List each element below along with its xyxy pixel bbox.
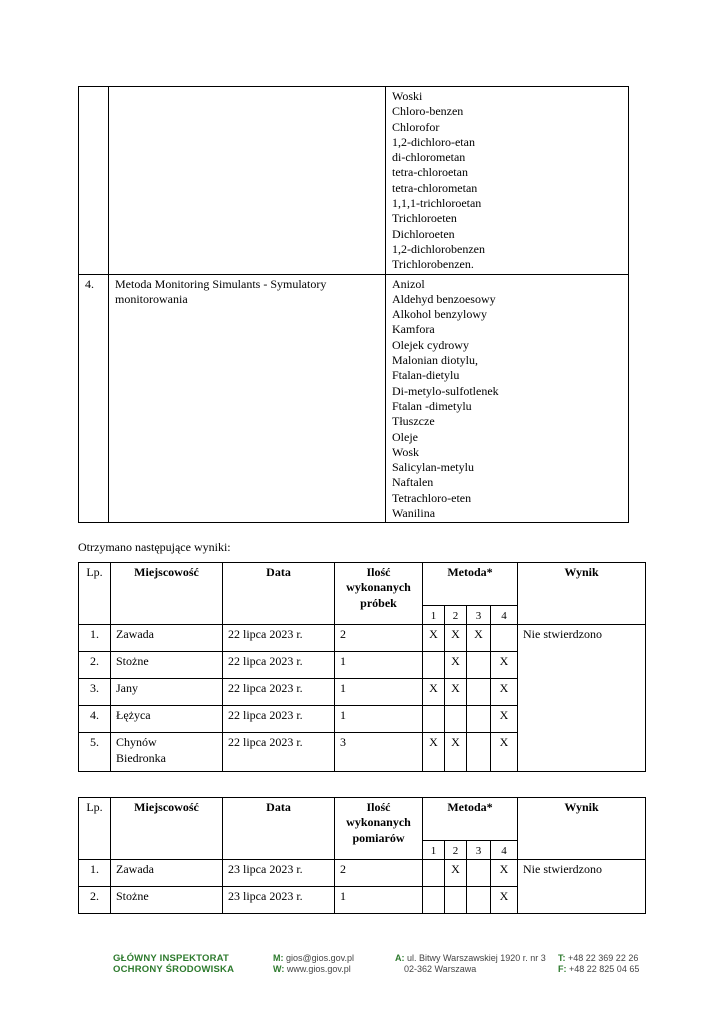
header-place: Miejscowość <box>111 563 223 625</box>
result-cell: Nie stwierdzono <box>518 625 646 772</box>
substances-cell <box>386 87 629 275</box>
count-cell: 1 <box>335 887 423 914</box>
method-1-cell <box>423 887 445 914</box>
substance-item: Naftalen <box>392 475 434 490</box>
count-cell: 1 <box>335 652 423 679</box>
place-cell: Stożne <box>111 652 223 679</box>
method-1-cell <box>423 860 445 887</box>
substance-item: tetra-chloroetan <box>392 165 468 180</box>
phone-label: T: <box>558 953 566 963</box>
method-cell: Metoda Monitoring Simulants - Symulatory monitorowania <box>109 274 386 523</box>
method-4-cell: X <box>491 887 518 914</box>
substance-item: Trichlorobenzen. <box>392 257 474 272</box>
substance-item: Kamfora <box>392 322 435 337</box>
substance-item: 1,1,1-trichloroetan <box>392 196 482 211</box>
address-line-2: 02-362 Warszawa <box>404 964 477 974</box>
header-result: Wynik <box>518 798 646 860</box>
fax-number: +48 22 825 04 65 <box>569 964 640 974</box>
place-cell: Stożne <box>111 887 223 914</box>
substance-item: Malonian diotylu, <box>392 353 478 368</box>
org-name-line-2: OCHRONY ŚRODOWISKA <box>113 964 235 975</box>
method-2-cell: X <box>445 733 467 772</box>
address-label: A: <box>395 953 405 963</box>
method-4-cell: X <box>491 706 518 733</box>
lp-cell: 1. <box>79 625 111 652</box>
substance-item: Woski <box>392 89 423 103</box>
method-3-cell <box>467 706 491 733</box>
header-place: Miejscowość <box>111 798 223 860</box>
place-cell: Zawada <box>111 625 223 652</box>
org-name-line-1: GŁÓWNY INSPEKTORAT <box>113 953 230 964</box>
substance-item: Trichloroeten <box>392 211 457 226</box>
count-cell: 2 <box>335 860 423 887</box>
header-method-1: 1 <box>423 606 445 625</box>
substance-item: Oleje <box>392 429 418 444</box>
lp-cell: 1. <box>79 860 111 887</box>
substance-item: Ftalan -dimetylu <box>392 398 472 413</box>
substance-item: Aldehyd benzoesowy <box>392 291 496 306</box>
header-lp: Lp. <box>79 798 111 860</box>
result-cell: Nie stwierdzono <box>518 860 646 914</box>
substance-item: Anizol <box>392 276 425 291</box>
method-2-cell <box>445 706 467 733</box>
email-label: M: <box>273 953 284 963</box>
count-cell: 1 <box>335 706 423 733</box>
results-table-measurements <box>78 797 646 914</box>
contact-phone <box>558 953 639 975</box>
substance-item: Tłuszcze <box>392 414 435 429</box>
results-table-samples <box>78 562 646 772</box>
date-cell: 23 lipca 2023 r. <box>223 860 335 887</box>
substance-item: Dichloroeten <box>392 226 455 241</box>
substance-item: Tetrachloro-eten <box>392 490 472 505</box>
method-1-cell: X <box>423 733 445 772</box>
method-cell <box>109 87 386 275</box>
place-cell: Chynów Biedronka <box>111 733 223 772</box>
substance-item: Wosk <box>392 444 420 459</box>
method-4-cell <box>491 625 518 652</box>
date-cell: 22 lipca 2023 r. <box>223 733 335 772</box>
lp-cell: 4. <box>79 274 109 523</box>
header-method-4: 4 <box>491 606 518 625</box>
date-cell: 23 lipca 2023 r. <box>223 887 335 914</box>
header-row <box>79 563 646 606</box>
method-4-cell: X <box>491 733 518 772</box>
date-cell: 22 lipca 2023 r. <box>223 679 335 706</box>
contact-online <box>273 953 354 975</box>
method-4-cell: X <box>491 860 518 887</box>
header-count: Ilość wykonanych pomiarów <box>335 798 423 860</box>
date-cell: 22 lipca 2023 r. <box>223 652 335 679</box>
header-method-2: 2 <box>445 606 467 625</box>
substance-item: di-chlorometan <box>392 150 466 165</box>
count-cell: 2 <box>335 625 423 652</box>
method-2-cell <box>445 887 467 914</box>
method-4-cell: X <box>491 652 518 679</box>
header-method-2: 2 <box>445 841 467 860</box>
method-3-cell <box>467 733 491 772</box>
date-cell: 22 lipca 2023 r. <box>223 706 335 733</box>
substance-item: Chloro-benzen <box>392 104 464 119</box>
lp-cell: 2. <box>79 652 111 679</box>
substance-item: Salicylan-metylu <box>392 460 474 475</box>
place-cell: Łężyca <box>111 706 223 733</box>
substance-item: Olejek cydrowy <box>392 337 469 352</box>
website-link[interactable]: www.gios.gov.pl <box>286 964 351 974</box>
substance-item: tetra-chlorometan <box>392 180 478 195</box>
header-lp: Lp. <box>79 563 111 625</box>
method-4-cell: X <box>491 679 518 706</box>
header-method-1: 1 <box>423 841 445 860</box>
substances-table <box>78 86 629 523</box>
substance-item: Ftalan-dietylu <box>392 368 460 383</box>
method-2-cell: X <box>445 860 467 887</box>
header-date: Data <box>223 798 335 860</box>
method-3-cell <box>467 679 491 706</box>
header-method-4: 4 <box>491 841 518 860</box>
lp-cell: 3. <box>79 679 111 706</box>
date-cell: 22 lipca 2023 r. <box>223 625 335 652</box>
lp-cell: 5. <box>79 733 111 772</box>
contact-address <box>395 953 546 975</box>
method-3-cell <box>467 860 491 887</box>
place-cell: Zawada <box>111 860 223 887</box>
method-3-cell: X <box>467 625 491 652</box>
method-1-cell: X <box>423 625 445 652</box>
lp-cell: 2. <box>79 887 111 914</box>
method-2-cell: X <box>445 679 467 706</box>
method-3-cell <box>467 887 491 914</box>
place-cell: Jany <box>111 679 223 706</box>
method-3-cell <box>467 652 491 679</box>
header-row <box>79 798 646 841</box>
substance-item: 1,2-dichloro-etan <box>392 134 475 149</box>
method-2-cell: X <box>445 625 467 652</box>
substance-item: Chlorofor <box>392 119 440 134</box>
address-line-1: ul. Bitwy Warszawskiej 1920 r. nr 3 <box>407 953 546 963</box>
method-1-cell <box>423 706 445 733</box>
method-1-cell <box>423 652 445 679</box>
table-row <box>79 625 646 652</box>
substances-cell <box>386 274 629 523</box>
count-cell: 3 <box>335 733 423 772</box>
email-link[interactable]: gios@gios.gov.pl <box>286 953 355 963</box>
header-method-3: 3 <box>467 606 491 625</box>
intro-text: Otrzymano następujące wyniki: <box>78 540 231 554</box>
lp-cell: 4. <box>79 706 111 733</box>
table-row <box>79 274 629 523</box>
substance-item: Alkohol benzylowy <box>392 307 487 322</box>
method-1-cell: X <box>423 679 445 706</box>
phone-number: +48 22 369 22 26 <box>568 953 639 963</box>
method-2-cell: X <box>445 652 467 679</box>
header-count: Ilość wykonanych próbek <box>335 563 423 625</box>
header-date: Data <box>223 563 335 625</box>
header-result: Wynik <box>518 563 646 625</box>
header-method: Metoda* <box>423 798 518 841</box>
table-row <box>79 87 629 275</box>
organization-logo-text <box>113 953 234 975</box>
substance-item: Wanilina <box>392 506 436 521</box>
table-row <box>79 860 646 887</box>
lp-cell <box>79 87 109 275</box>
count-cell: 1 <box>335 679 423 706</box>
substance-item: 1,2-dichlorobenzen <box>392 241 485 256</box>
substance-item: Di-metylo-sulfotlenek <box>392 383 499 398</box>
website-label: W: <box>273 964 285 974</box>
fax-label: F: <box>558 964 567 974</box>
header-method-3: 3 <box>467 841 491 860</box>
header-method: Metoda* <box>423 563 518 606</box>
